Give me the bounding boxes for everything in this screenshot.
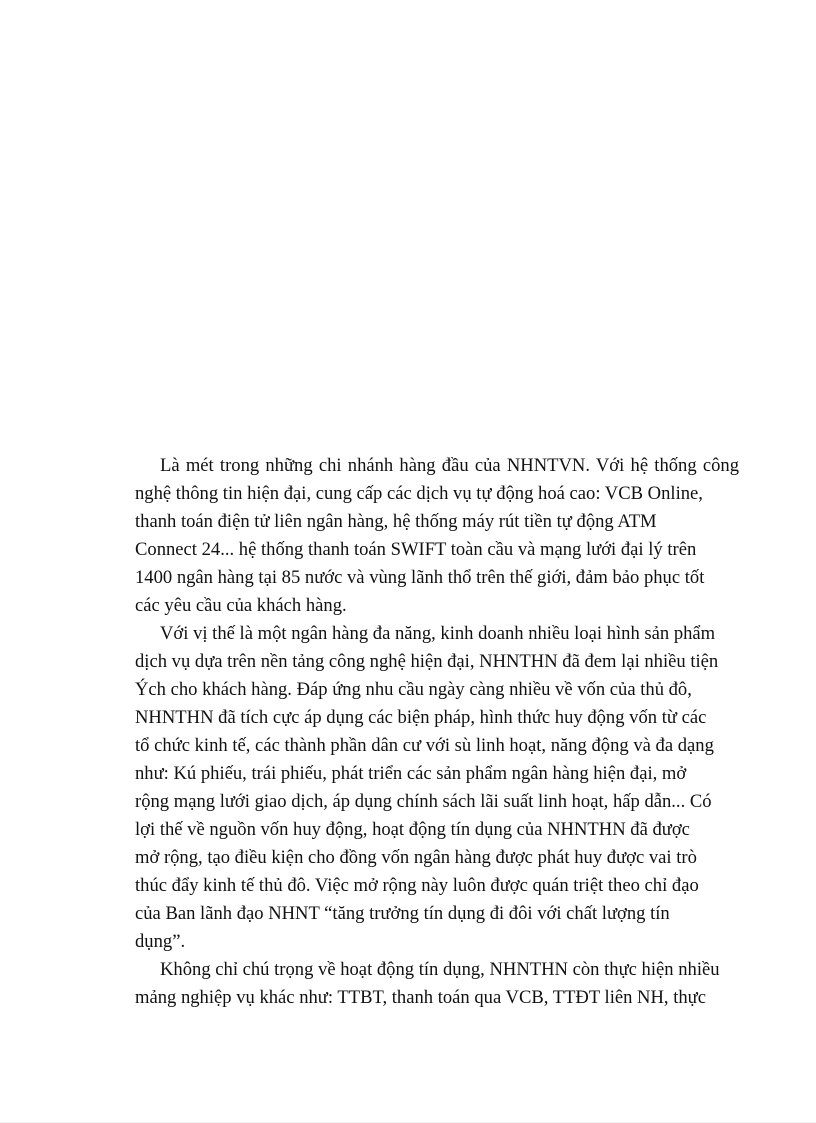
text-line: dụng”. bbox=[135, 931, 186, 952]
text-line: lợi thế về nguồn vốn huy động, hoạt động tín dụng của NHNTHN đã được bbox=[135, 819, 690, 840]
text-line: thúc đẩy kinh tế thủ đô. Việc mở rộng này luôn được quán triệt theo chỉ đạo bbox=[135, 875, 699, 896]
text-line: tổ chức kinh tế, các thành phần dân cư với sù linh hoạt, năng động và đa dạng bbox=[135, 735, 714, 756]
paragraph-3 bbox=[135, 956, 739, 1012]
text-line: mảng nghiệp vụ khác như: TTBT, thanh toán qua VCB, TTĐT liên NH, thực bbox=[135, 987, 707, 1008]
body-text bbox=[135, 452, 739, 1012]
text-line: rộng mạng lưới giao dịch, áp dụng chính sách lãi suất linh hoạt, hấp dẫn... Có bbox=[135, 791, 712, 812]
text-line: NHNTHN đã tích cực áp dụng các biện pháp, hình thức huy động vốn từ các bbox=[135, 707, 707, 728]
text-line: dịch vụ dựa trên nền tảng công nghệ hiện đại, NHNTHN đã đem lại nhiều tiện bbox=[135, 651, 719, 672]
text-line: 1400 ngân hàng tại 85 nước và vùng lãnh thổ trên thế giới, đảm bảo phục tốt bbox=[135, 567, 705, 588]
text-line: nghệ thông tin hiện đại, cung cấp các dịch vụ tự động hoá cao: VCB Online, bbox=[135, 483, 703, 504]
paragraph-1 bbox=[135, 452, 739, 620]
text-line: Connect 24... hệ thống thanh toán SWIFT toàn cầu và mạng lưới đại lý trên bbox=[135, 539, 697, 560]
text-line: Ých cho khách hàng. Đáp ứng nhu cầu ngày càng nhiều về vốn của thủ đô, bbox=[135, 679, 692, 700]
text-line: như: Kú phiếu, trái phiếu, phát triển các sản phẩm ngân hàng hiện đại, mở bbox=[135, 763, 687, 784]
text-line: Với vị thế là một ngân hàng đa năng, kinh doanh nhiều loại hình sản phẩm bbox=[160, 623, 716, 644]
text-line: Không chỉ chú trọng về hoạt động tín dụng, NHNTHN còn thực hiện nhiều bbox=[160, 959, 720, 980]
paragraph-2 bbox=[135, 620, 739, 956]
text-line: các yêu cầu của khách hàng. bbox=[135, 595, 347, 616]
text-line: Là mét trong những chi nhánh hàng đầu của NHNTVN. Với hệ thống công bbox=[160, 455, 739, 476]
text-line: của Ban lãnh đạo NHNT “tăng trưởng tín dụng đi đôi với chất lượng tín bbox=[135, 903, 670, 924]
text-line: mở rộng, tạo điều kiện cho đồng vốn ngân hàng được phát huy được vai trò bbox=[135, 847, 697, 868]
text-line: thanh toán điện tử liên ngân hàng, hệ thống máy rút tiền tự động ATM bbox=[135, 511, 657, 532]
